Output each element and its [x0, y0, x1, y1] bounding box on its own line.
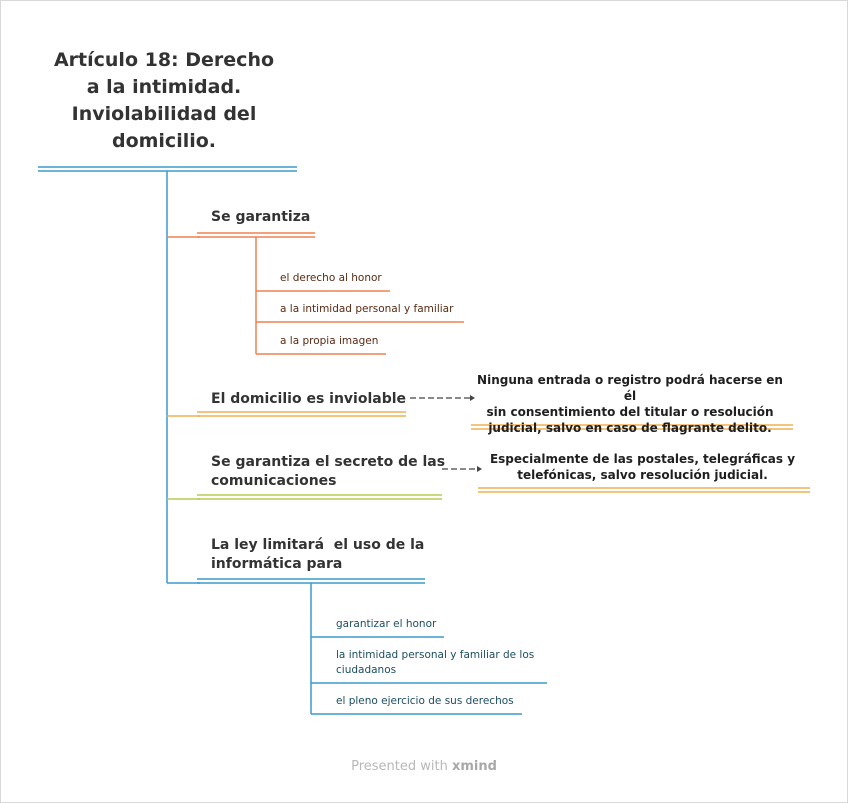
- branch-4-child-1[interactable]: garantizar el honor: [336, 618, 437, 630]
- branch-1-child-1[interactable]: el derecho al honor: [280, 272, 382, 284]
- note-1-line-3: judicial, salvo en caso de flagrante delito.: [488, 421, 772, 435]
- root-title-line-1: Artículo 18: Derecho: [53, 49, 275, 71]
- branch-1-child-3[interactable]: a la propia imagen: [280, 335, 379, 347]
- note-2-line-2: telefónicas, salvo resolución judicial.: [517, 468, 768, 482]
- note-1[interactable]: [470, 372, 790, 436]
- footer-prefix: Presented with: [351, 759, 448, 774]
- branch-4-label-line-1: La ley limitará el uso de la: [211, 537, 425, 553]
- root-topic-title[interactable]: [40, 47, 288, 155]
- branch-2-label-line-1: El domicilio es inviolable: [211, 391, 407, 407]
- note-1-line-1: Ninguna entrada o registro podrá hacerse en él: [477, 373, 783, 403]
- branch-4-label-line-2: informática para: [211, 556, 343, 572]
- branch-1-child-2[interactable]: a la intimidad personal y familiar: [280, 303, 454, 315]
- root-title-line-2: a la intimidad.: [86, 76, 242, 98]
- branch-2-label[interactable]: [211, 390, 406, 409]
- branch-3-label[interactable]: [211, 453, 445, 491]
- branch-1-label[interactable]: [211, 208, 310, 227]
- branch-1-label-line-1: Se garantiza: [211, 209, 311, 225]
- root-title-line-4: domicilio.: [111, 130, 217, 152]
- branch-3-label-line-2: comunicaciones: [211, 473, 337, 489]
- note-2[interactable]: [480, 451, 805, 483]
- note-1-line-2: sin consentimiento del titular o resolución: [486, 405, 774, 419]
- branch-4-child-3[interactable]: el pleno ejercicio de sus derechos: [336, 695, 514, 707]
- root-title-line-3: Inviolabilidad del: [71, 103, 257, 125]
- footer-brand: xmind: [451, 759, 497, 774]
- footer-watermark: [0, 759, 848, 774]
- branch-4-child-2[interactable]: la intimidad personal y familiar de los ciudadanos: [336, 649, 535, 676]
- note-2-line-1: Especialmente de las postales, telegráficas y: [489, 452, 796, 466]
- branch-4-label[interactable]: [211, 536, 424, 574]
- branch-3-label-line-1: Se garantiza el secreto de las: [211, 454, 446, 470]
